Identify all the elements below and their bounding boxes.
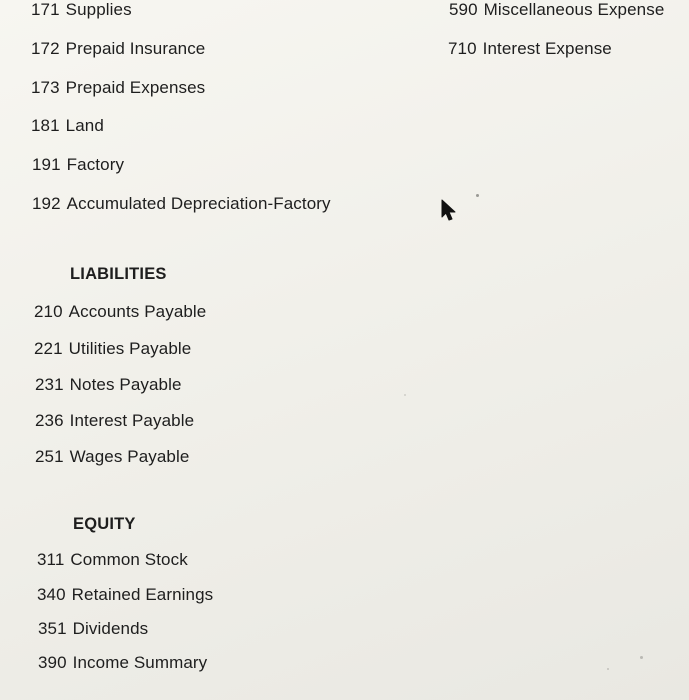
account-171 — [31, 0, 132, 20]
account-221 — [34, 339, 191, 359]
account-number: 221 — [34, 339, 63, 358]
account-number: 192 — [32, 194, 61, 213]
account-192 — [32, 194, 331, 214]
account-710 — [448, 39, 612, 59]
account-number: 340 — [37, 585, 66, 604]
paper-speck — [404, 394, 406, 396]
account-name: Miscellaneous Expense — [483, 0, 665, 19]
account-number: 231 — [35, 375, 64, 394]
account-name: Accounts Payable — [68, 302, 207, 321]
account-390 — [38, 653, 207, 673]
account-number: 251 — [35, 447, 64, 466]
account-351 — [38, 619, 148, 639]
account-name: Income Summary — [72, 653, 208, 672]
account-name: Common Stock — [70, 550, 188, 569]
account-name: Utilities Payable — [68, 339, 192, 358]
account-311 — [37, 550, 188, 570]
paper-speck — [640, 656, 643, 659]
account-name: Interest Payable — [69, 411, 195, 430]
account-181 — [31, 116, 104, 136]
account-191 — [32, 155, 124, 175]
account-number: 390 — [38, 653, 67, 672]
account-name: Accumulated Depreciation-Factory — [66, 194, 331, 213]
account-name: Wages Payable — [69, 447, 190, 466]
account-number: 710 — [448, 39, 477, 58]
account-number: 590 — [449, 0, 478, 19]
account-name: Retained Earnings — [71, 585, 214, 604]
paper-speck — [476, 194, 479, 197]
account-590 — [449, 0, 664, 20]
account-name: Land — [65, 116, 104, 135]
account-number: 171 — [31, 0, 60, 19]
account-236 — [35, 411, 194, 431]
liabilities-heading: LIABILITIES — [70, 265, 167, 283]
account-number: 172 — [31, 39, 60, 58]
account-name: Prepaid Insurance — [65, 39, 206, 58]
account-210 — [34, 302, 206, 322]
account-name: Interest Expense — [482, 39, 612, 58]
account-number: 236 — [35, 411, 64, 430]
account-name: Supplies — [65, 0, 132, 19]
account-name: Notes Payable — [69, 375, 182, 394]
equity-heading: EQUITY — [73, 515, 136, 533]
account-number: 210 — [34, 302, 63, 321]
account-number: 173 — [31, 78, 60, 97]
account-number: 191 — [32, 155, 61, 174]
account-number: 351 — [38, 619, 67, 638]
account-172 — [31, 39, 205, 59]
arrow-cursor-icon — [441, 199, 457, 223]
account-173 — [31, 78, 205, 98]
account-251 — [35, 447, 189, 467]
account-340 — [37, 585, 213, 605]
account-name: Prepaid Expenses — [65, 78, 206, 97]
account-name: Factory — [66, 155, 125, 174]
account-number: 181 — [31, 116, 60, 135]
account-number: 311 — [37, 550, 65, 569]
account-name: Dividends — [72, 619, 149, 638]
account-231 — [35, 375, 182, 395]
paper-speck — [607, 668, 609, 670]
